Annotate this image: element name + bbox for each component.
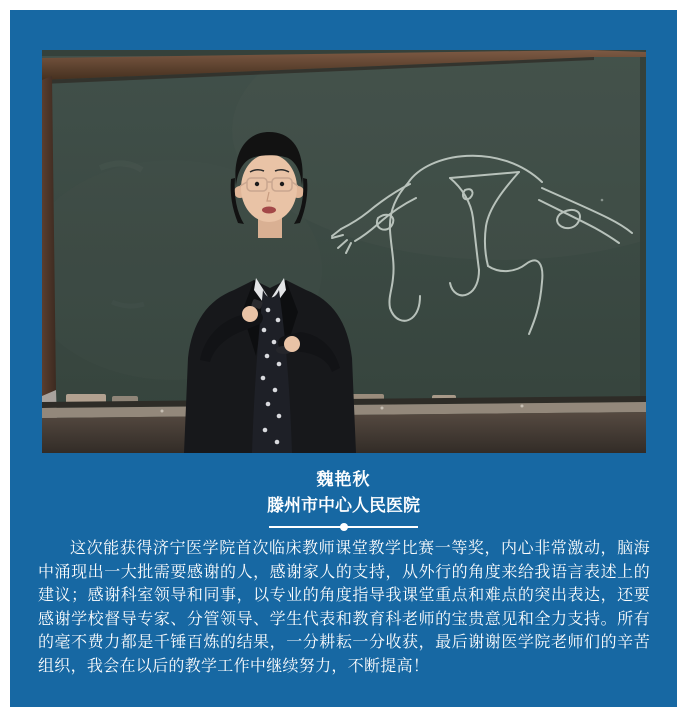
lecture-photo-illustration <box>42 50 646 453</box>
divider-dot-icon <box>340 523 348 531</box>
hospital-name: 滕州市中心人民医院 <box>267 496 420 515</box>
article-card <box>10 10 677 707</box>
section-divider <box>269 523 418 531</box>
teacher-name: 魏艳秋 <box>316 470 371 489</box>
lecture-photo <box>42 50 646 453</box>
testimonial-paragraph: 这次能获得济宁医学院首次临床教师课堂教学比赛一等奖，内心非常激动，脑海中涌现出一大批需要感谢的人，感谢家人的支持，从外行的角度来给我语言表述上的建议；感谢科室领导和同事，以专业的角度指导我课堂重点和难点的突出表达，还要感谢学校督导专家、分管领导、学生代表和教育科老师的宝贵意见和全力支持。所有的毫不费力都是千锤百炼的结果，一分耕耘一分收获，最后谢谢医学院老师们的辛苦组织，我会在以后的教学工作中继续努力，不断提高！ <box>38 540 650 675</box>
